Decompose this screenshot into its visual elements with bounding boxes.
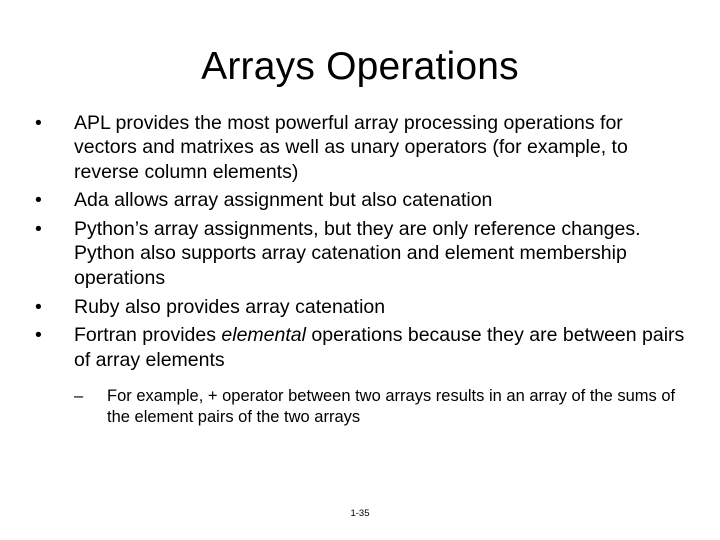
slide-title: Arrays Operations (201, 45, 519, 88)
sub-bullet-text: For example, + operator between two arrays results in an array of the sums of the element pairs of the two arrays (107, 386, 676, 427)
bullet-marker: • (35, 324, 42, 347)
bullet-item-fortran (30, 323, 690, 372)
bullet-text-after: operations because they are between pairs of array elements (74, 324, 685, 371)
bullet-item-apl (30, 111, 690, 184)
bullet-text: Ada allows array assignment but also catenation (74, 189, 493, 212)
page-number: 1-35 (350, 508, 370, 519)
bullet-text-emphasis: elemental (221, 324, 306, 347)
bullet-item-python (30, 217, 690, 290)
bullet-list (30, 111, 690, 372)
bullet-item-ada (30, 188, 690, 212)
bullet-text: Ruby also provides array catenation (74, 295, 386, 318)
bullet-item-ruby (30, 295, 690, 319)
bullet-marker: • (35, 112, 42, 134)
bullet-marker: • (35, 189, 42, 212)
sub-bullet-item-example (30, 386, 690, 429)
bullet-text: APL provides the most powerful array processing operations for vectors and matrixes as well as unary operators (for example, to reverse column elements) (74, 112, 628, 183)
sub-bullet-list (30, 386, 690, 429)
bullet-marker: • (35, 218, 42, 241)
sub-bullet-marker: – (74, 386, 84, 405)
bullet-text-before: Fortran provides (74, 324, 222, 347)
bullet-marker: • (35, 295, 42, 318)
bullet-text: Python’s array assignments, but they are only reference changes. Python also supports array catenation and element membership operations (74, 218, 641, 289)
slide-body (30, 111, 690, 429)
